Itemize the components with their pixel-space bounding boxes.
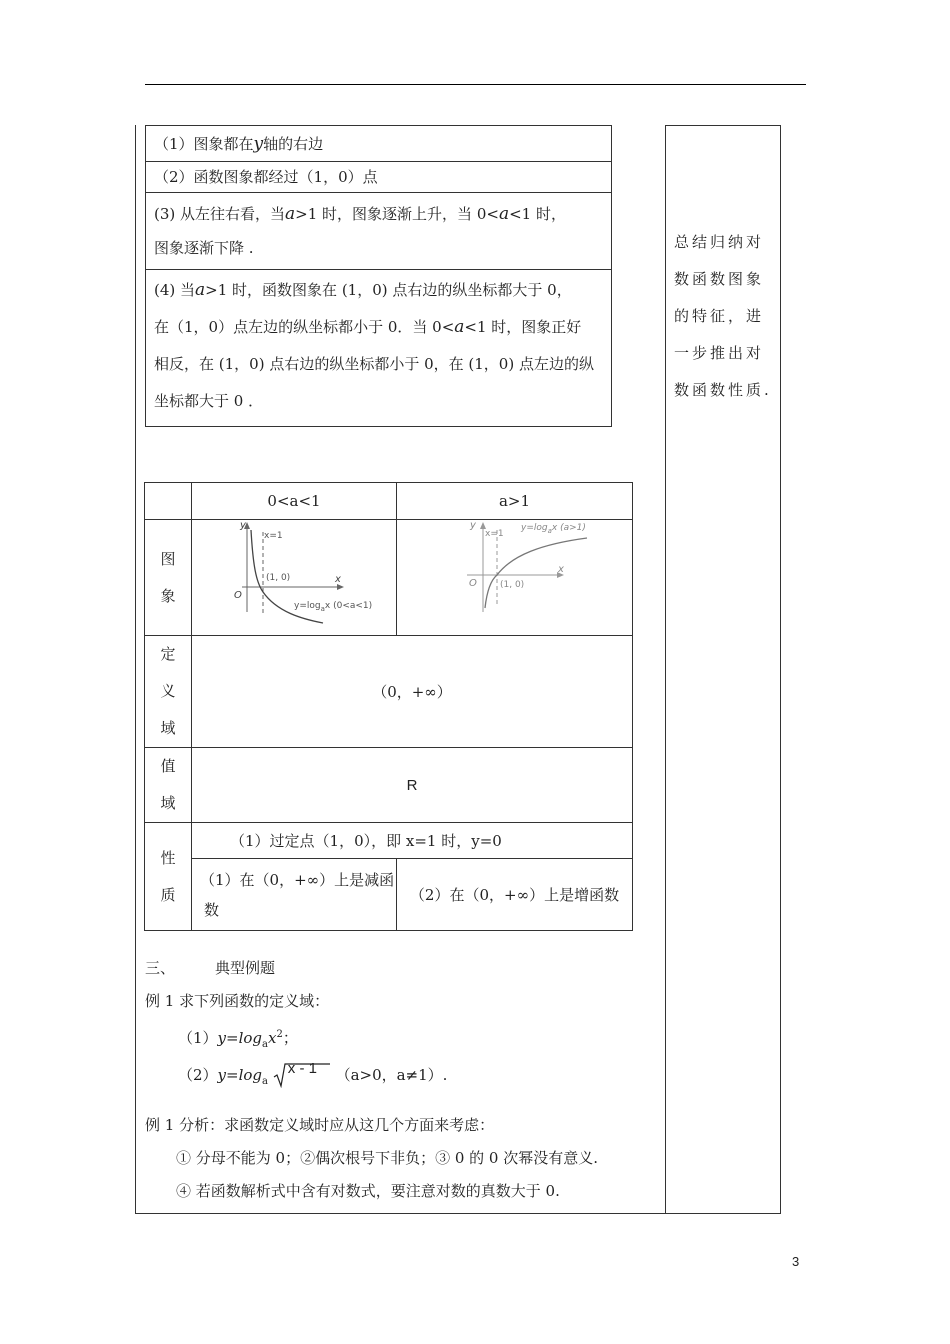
property-decreasing: （1）在（0，+∞）上是减函 数 — [192, 859, 397, 931]
graph-decreasing — [192, 520, 397, 636]
y-axis-label: y — [470, 520, 476, 531]
origin-label: O — [469, 578, 477, 589]
property-4: (4) 当a>1 时，函数图象在 (1，0) 点右边的纵坐标都大于 0， 在（1，0）点左边的纵坐标都小于 0．当 0<a<1 时，图象正好 相反，在 (1，0) 点右边的纵坐标都小于 0，在 (1，0) 点左边的纵 坐标都大于 0 ． — [146, 270, 612, 427]
vline-label: x=1 — [264, 531, 283, 541]
x-axis-label: x — [335, 574, 341, 585]
domain-value: （0，+∞） — [192, 636, 633, 748]
property-1: （1）图象都在y轴的右边 — [146, 126, 612, 162]
y-axis-label: y — [240, 520, 246, 531]
header-rule — [145, 84, 806, 85]
side-note: 总结归纳对数函数图象的特征，进一步推出对数函数性质. — [674, 233, 772, 399]
graph-decreasing-svg — [192, 520, 396, 631]
square-root: x - 1 — [273, 1062, 331, 1090]
log-function-table — [144, 482, 633, 931]
header-decreasing: 0<a<1 — [192, 483, 397, 520]
range-value: R — [192, 748, 633, 823]
common-property: （1）过定点（1，0），即 x=1 时，y=0 — [192, 823, 633, 859]
header-increasing: a>1 — [397, 483, 633, 520]
row-label-graph: 图象 — [145, 520, 192, 636]
row-label-range: 值域 — [145, 748, 192, 823]
origin-label: O — [234, 590, 242, 601]
header-corner — [145, 483, 192, 520]
vline-label: x=1 — [485, 529, 504, 539]
example-item-1: $(1)y=\log_ax^2$； — [178, 1029, 298, 1050]
point-label: (1, 0) — [266, 573, 291, 583]
section-heading: 三、 典型例题 — [145, 959, 276, 977]
property-3: (3) 从左往右看，当a>1 时，图象逐渐上升，当 0<a<1 时， 图象逐渐下降 . — [146, 193, 612, 270]
property-increasing: （2）在（0，+∞）上是增函数 — [397, 859, 633, 931]
curve-label: $y=\log_ax$ (0<a<1) — [294, 601, 373, 613]
x-axis-label: x — [558, 564, 564, 575]
frame-border-left — [135, 125, 136, 1214]
graph-increasing — [397, 520, 633, 636]
example-title: 例 1 求下列函数的定义域： — [145, 992, 330, 1010]
row-label-properties: 性质 — [145, 823, 192, 931]
graph-increasing-svg — [397, 520, 632, 631]
point-label: (1, 0) — [500, 580, 525, 590]
properties-table — [145, 125, 612, 427]
frame-border-middle — [665, 125, 666, 1214]
curve-label: $y=\log_ax$ (a>1) — [521, 523, 586, 535]
frame-border-top — [665, 125, 781, 126]
analysis-line-1: ① 分母不能为 0；②偶次根号下非负；③ 0 的 0 次幂没有意义. — [176, 1149, 599, 1167]
analysis-title: 例 1 分析：求函数定义域时应从这几个方面来考虑： — [145, 1116, 495, 1134]
analysis-line-2: ④ 若函数解析式中含有对数式，要注意对数的真数大于 0. — [176, 1182, 560, 1200]
example-item-2: $(2)y=\log_a$ x - 1 （a>0，a≠1）. — [178, 1062, 447, 1093]
increasing-log-curve — [485, 538, 587, 608]
property-2: （2）函数图象都经过（1，0）点 — [146, 162, 612, 193]
frame-border-bottom — [135, 1213, 781, 1214]
frame-border-right — [780, 125, 781, 1214]
y-axis-arrow — [480, 522, 486, 529]
row-label-domain: 定义域 — [145, 636, 192, 748]
page-number: 3 — [792, 1254, 800, 1269]
